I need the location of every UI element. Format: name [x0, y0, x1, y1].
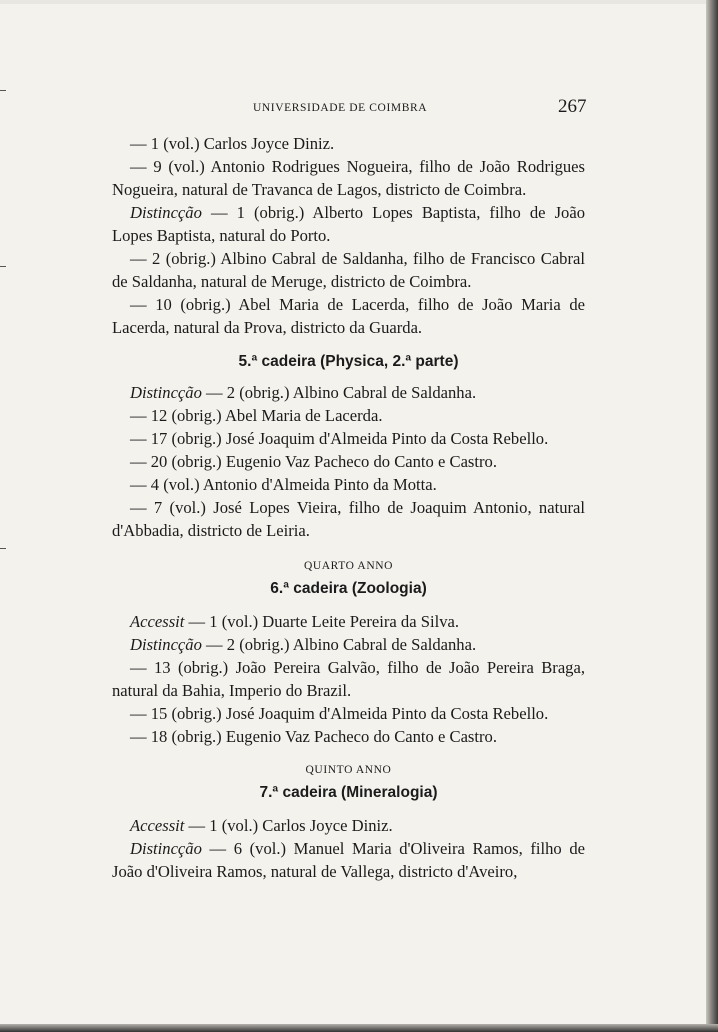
year-label: QUINTO ANNO — [305, 764, 392, 776]
entry-line: — 4 (vol.) Antonio d'Almeida Pinto da Motta. — [130, 475, 437, 494]
year-label: QUARTO ANNO — [303, 560, 394, 572]
entry-line: — 13 (obrig.) João Pereira Galvão, filho de João Pereira Braga, natural da Bahia, Imperio do Brazil. — [112, 658, 585, 700]
page-edge — [706, 0, 718, 1032]
page-body — [112, 132, 585, 883]
running-header: UNIVERSIDADE DE COIMBRA — [253, 102, 428, 114]
entry-line: — 17 (obrig.) José Joaquim d'Almeida Pinto da Costa Rebello. — [130, 429, 549, 448]
entry-line: — 10 (obrig.) Abel Maria de Lacerda, filho de João Maria de Lacerda, natural da Prova, districto da Guarda. — [112, 295, 585, 337]
entry-line: — 15 (obrig.) José Joaquim d'Almeida Pinto da Costa Rebello. — [130, 704, 549, 723]
entry-line: — 20 (obrig.) Eugenio Vaz Pacheco do Canto e Castro. — [130, 452, 497, 471]
cadeira-heading: 6.ª cadeira (Zoologia) — [270, 580, 427, 597]
entry-line: — 1 (vol.) Carlos Joyce Diniz. — [130, 134, 335, 153]
entry-line: — 18 (obrig.) Eugenio Vaz Pacheco do Canto e Castro. — [130, 727, 497, 746]
book-page — [0, 4, 709, 1029]
entry-line: Distincção — 2 (obrig.) Albino Cabral de Saldanha. — [130, 635, 477, 654]
entry-line: Distincção — 2 (obrig.) Albino Cabral de Saldanha. — [130, 383, 477, 402]
entry-line: — 12 (obrig.) Abel Maria de Lacerda. — [130, 406, 383, 425]
entry-line: Accessit — 1 (vol.) Duarte Leite Pereira da Silva. — [130, 612, 459, 631]
page-number: 267 — [558, 96, 587, 117]
entry-line: Accessit — 1 (vol.) Carlos Joyce Diniz. — [130, 816, 393, 835]
margin-mark — [0, 90, 6, 91]
margin-mark — [0, 266, 6, 267]
entry-line: Distincção — 1 (obrig.) Alberto Lopes Baptista, filho de João Lopes Baptista, natural do Porto. — [112, 203, 585, 245]
entry-line: — 2 (obrig.) Albino Cabral de Saldanha, filho de Francisco Cabral de Saldanha, natural de Meruge, districto de Coimbra. — [112, 249, 585, 291]
entry-line: Distincção — 6 (vol.) Manuel Maria d'Oliveira Ramos, filho de João d'Oliveira Ramos, natural de Vallega, districto d'Aveiro, — [112, 839, 585, 881]
cadeira-heading: 7.ª cadeira (Mineralogia) — [259, 784, 438, 801]
page-edge — [0, 1024, 718, 1032]
margin-mark — [0, 548, 6, 549]
entry-line: — 9 (vol.) Antonio Rodrigues Nogueira, filho de João Rodrigues Nogueira, natural de Travanca de Lagos, districto de Coimbra. — [112, 157, 585, 199]
entry-line: — 7 (vol.) José Lopes Vieira, filho de Joaquim Antonio, natural d'Abbadia, districto de Leiria. — [112, 498, 585, 540]
cadeira-heading: 5.ª cadeira (Physica, 2.ª parte) — [238, 353, 459, 370]
